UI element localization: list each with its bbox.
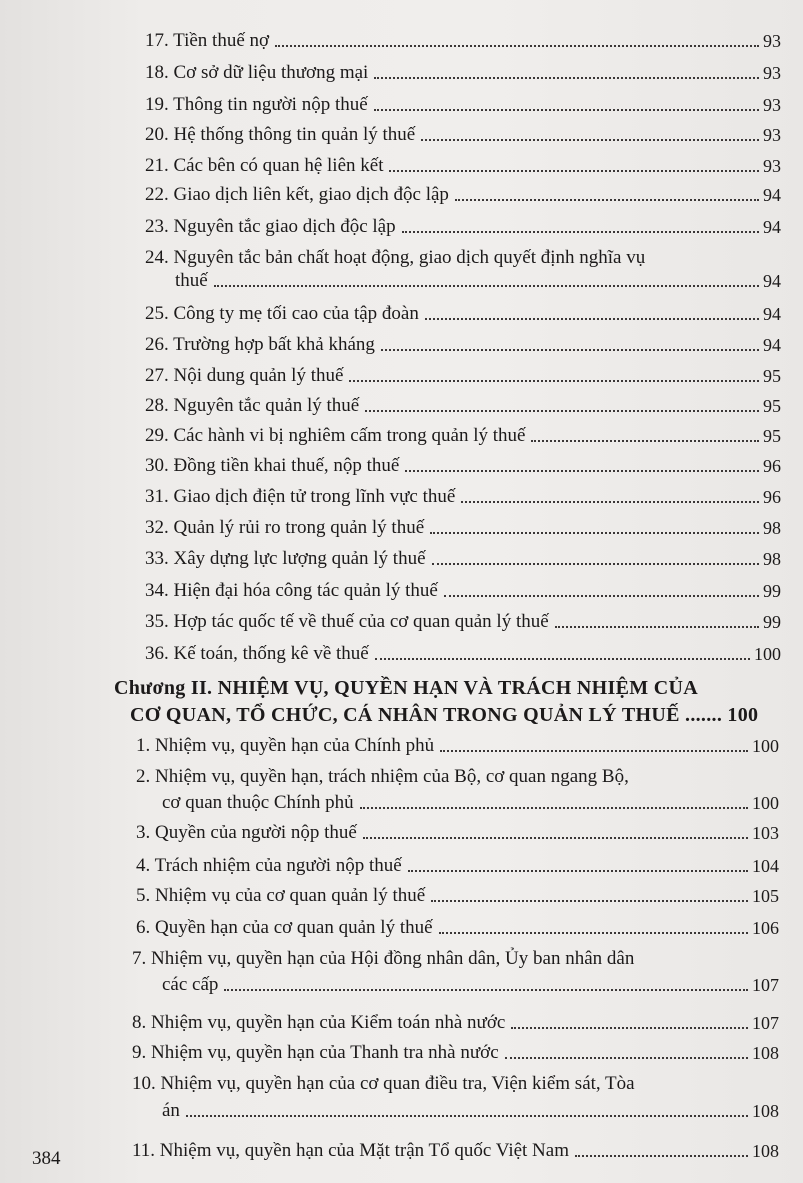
dot-leader: [455, 199, 759, 201]
toc-entry-ii-11: 11. Nhiệm vụ, quyền hạn của Mặt trận Tổ quốc Việt Nam 108: [132, 1140, 779, 1161]
chapter-heading-line2: CƠ QUAN, TỔ CHỨC, CÁ NHÂN TRONG QUẢN LÝ THUẾ ....... 100: [130, 704, 759, 726]
dot-leader: [431, 900, 748, 902]
dot-leader: [275, 45, 759, 47]
toc-entry-26: 26. Trường hợp bất khả kháng 94: [145, 334, 781, 355]
toc-entry-30: 30. Đồng tiền khai thuế, nộp thuế 96: [145, 455, 781, 476]
dot-leader: [402, 231, 759, 233]
dot-leader: [374, 77, 759, 79]
page-number: 384: [32, 1148, 61, 1169]
toc-entry-ii-1: 1. Nhiệm vụ, quyền hạn của Chính phủ 100: [136, 735, 779, 756]
toc-entry-23: 23. Nguyên tắc giao dịch độc lập 94: [145, 216, 781, 237]
dot-leader: [360, 807, 748, 809]
toc-entry-32: 32. Quản lý rủi ro trong quản lý thuế 98: [145, 517, 781, 538]
toc-entry-35: 35. Hợp tác quốc tế về thuế của cơ quan quản lý thuế 99: [145, 611, 781, 632]
toc-entry-ii-9: 9. Nhiệm vụ, quyền hạn của Thanh tra nhà nước 108: [132, 1042, 779, 1063]
dot-leader: [375, 658, 750, 660]
toc-entry-28: 28. Nguyên tắc quản lý thuế 95: [145, 395, 781, 416]
toc-entry-ii-8: 8. Nhiệm vụ, quyền hạn của Kiểm toán nhà nước 107: [132, 1012, 779, 1033]
toc-entry-ii-6: 6. Quyền hạn của cơ quan quản lý thuế 106: [136, 917, 779, 938]
toc-entry-34: 34. Hiện đại hóa công tác quản lý thuế 99: [145, 580, 781, 601]
toc-entry-21: 21. Các bên có quan hệ liên kết 93: [145, 155, 781, 176]
dot-leader: [363, 837, 748, 839]
toc-entry-36: 36. Kế toán, thống kê về thuế 100: [145, 643, 781, 664]
dot-leader: [389, 170, 759, 172]
dot-leader: [381, 349, 759, 351]
toc-entry-22: 22. Giao dịch liên kết, giao dịch độc lập 94: [145, 184, 781, 205]
toc-entry-31: 31. Giao dịch điện tử trong lĩnh vực thuế 96: [145, 486, 781, 507]
chapter-heading-line1: Chương II. NHIỆM VỤ, QUYỀN HẠN VÀ TRÁCH NHIỆM CỦA: [114, 677, 698, 699]
toc-entry-25: 25. Công ty mẹ tối cao của tập đoàn 94: [145, 303, 781, 324]
toc-entry-ii-2: cơ quan thuộc Chính phủ 100: [162, 792, 779, 813]
toc-entry-ii-7: các cấp 107: [162, 974, 779, 995]
dot-leader: [555, 626, 759, 628]
dot-leader: [461, 501, 759, 503]
toc-entry-33: 33. Xây dựng lực lượng quản lý thuế 98: [145, 548, 781, 569]
dot-leader: [421, 139, 759, 141]
dot-leader: [440, 750, 748, 752]
dot-leader: [214, 285, 759, 287]
toc-entry-18: 18. Cơ sở dữ liệu thương mại 93: [145, 62, 781, 83]
toc-entry-19: 19. Thông tin người nộp thuế 93: [145, 94, 781, 115]
dot-leader: [349, 380, 759, 382]
dot-leader: [224, 989, 748, 991]
toc-entry-17: 17. Tiền thuế nợ 93: [145, 30, 781, 51]
toc-entry-ii-7-line1: 7. Nhiệm vụ, quyền hạn của Hội đồng nhân dân, Ủy ban nhân dân: [132, 948, 635, 969]
dot-leader: [405, 470, 759, 472]
dot-leader: [186, 1115, 748, 1117]
dot-leader: [430, 532, 759, 534]
dot-leader: [575, 1155, 748, 1157]
toc-entry-ii-5: 5. Nhiệm vụ của cơ quan quản lý thuế 105: [136, 885, 779, 906]
toc-entry-ii-3: 3. Quyền của người nộp thuế 103: [136, 822, 779, 843]
dot-leader: [439, 932, 748, 934]
dot-leader: [425, 318, 759, 320]
dot-leader: [374, 109, 759, 111]
dot-leader: [432, 563, 759, 565]
toc-entry-29: 29. Các hành vi bị nghiêm cấm trong quản lý thuế 95: [145, 425, 781, 446]
toc-entry-24: thuế 94: [175, 270, 781, 291]
dot-leader: [365, 410, 759, 412]
toc-entry-24-line1: 24. Nguyên tắc bản chất hoạt động, giao dịch quyết định nghĩa vụ: [145, 247, 646, 268]
dot-leader: [505, 1057, 748, 1059]
toc-entry-ii-10: án 108: [162, 1100, 779, 1121]
dot-leader: [444, 595, 759, 597]
toc-entry-27: 27. Nội dung quản lý thuế 95: [145, 365, 781, 386]
dot-leader: [408, 870, 748, 872]
dot-leader: [531, 440, 759, 442]
toc-entry-ii-10-line1: 10. Nhiệm vụ, quyền hạn của cơ quan điều tra, Viện kiểm sát, Tòa: [132, 1073, 635, 1094]
dot-leader: [511, 1027, 748, 1029]
toc-entry-20: 20. Hệ thống thông tin quản lý thuế 93: [145, 124, 781, 145]
toc-entry-ii-4: 4. Trách nhiệm của người nộp thuế 104: [136, 855, 779, 876]
toc-entry-ii-2-line1: 2. Nhiệm vụ, quyền hạn, trách nhiệm của Bộ, cơ quan ngang Bộ,: [136, 766, 629, 787]
